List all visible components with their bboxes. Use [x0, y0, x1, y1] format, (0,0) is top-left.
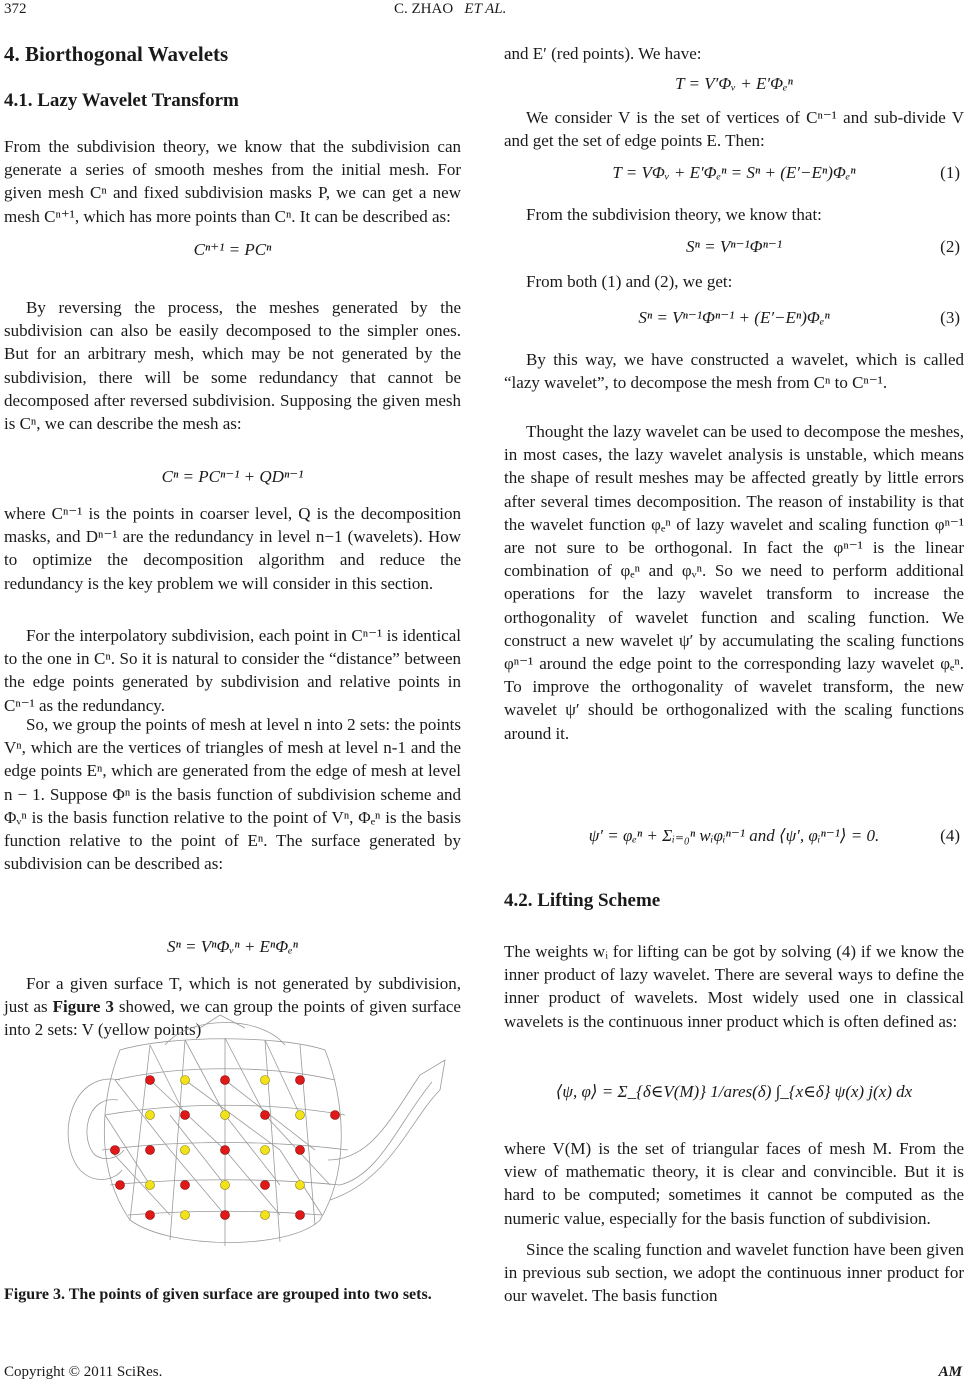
paragraph: From the subdivision theory, we know that:: [526, 205, 822, 224]
subsection-title-lifting: 4.2. Lifting Scheme: [504, 890, 661, 911]
equation: Cⁿ = PCⁿ⁻¹ + QDⁿ⁻¹: [161, 467, 304, 486]
equation-number: (3): [940, 308, 960, 327]
paragraph: So, we group the points of mesh at level n into 2 sets: the points Vⁿ, which are the vertices of triangles of mesh at level n-1 and the edge points Eⁿ, which are generated from the edge of mesh at level n − 1. Suppose Φⁿ is the basis function of subdivision scheme and Φᵥⁿ is the basis function relative to the point of Vⁿ, Φₑⁿ is the basis function relative to the point of Eⁿ. The surface generated by subdivision can be described as:: [4, 715, 461, 874]
paragraph: For a given surface T, which is not generated by subdivision, just as Figure 3 showed, we can group the points of given surface into 2 sets: V (yellow points): [4, 974, 461, 1040]
journal-abbrev: AM: [938, 1364, 962, 1380]
page-number: 372: [4, 1, 27, 17]
paragraph: The weights wᵢ for lifting can be got by solving (4) if we know the inner product of lazy wavelet. There are several ways to define the inner product of wavelets. Most widely used one in classical wavelets is the continuous inner product which is often defined as:: [504, 942, 964, 1031]
subsection-title-lazy: 4.1. Lazy Wavelet Transform: [4, 90, 239, 111]
running-title: C. ZHAO ET AL.: [394, 1, 507, 17]
equation-2: Sⁿ = Vⁿ⁻¹Φⁿ⁻¹ (2): [686, 237, 960, 256]
equation: Cⁿ⁺¹ = PCⁿ: [193, 240, 272, 259]
equation-3: Sⁿ = Vⁿ⁻¹Φⁿ⁻¹ + (E′−Eⁿ)Φₑⁿ (3): [638, 308, 960, 327]
paragraph: and E′ (red points). We have:: [504, 44, 702, 63]
paragraph: where V(M) is the set of triangular faces of mesh M. From the view of mathematic theory, it is clear and convincible. But it is hard to be computed; sometimes it cannot be computed as the numeric value, especially for the basis function of subdivision.: [504, 1139, 964, 1228]
paragraph: From the subdivision theory, we know that the subdivision can generate a series of smooth meshes from the initial mesh. For given mesh Cⁿ and fixed subdivision masks P, we can get a new mesh Cⁿ⁺¹, which has more points than Cⁿ. It can be described as:: [4, 137, 461, 226]
equation-number: (2): [940, 237, 960, 256]
paragraph: From both (1) and (2), we get:: [526, 272, 733, 291]
paragraph: We consider V is the set of vertices of Cⁿ⁻¹ and sub-divide V and get the set of edge points E. Then:: [504, 108, 964, 151]
equation: Sⁿ = VⁿΦᵥⁿ + EⁿΦₑⁿ: [166, 937, 299, 956]
mesh-wireframe: [68, 1015, 445, 1246]
page-header: [0, 0, 968, 24]
paragraph: For the interpolatory subdivision, each point in Cⁿ⁻¹ is identical to the one in Cⁿ. So it is natural to consider the “distance” between the edge points generated by subdivision and relative points in Cⁿ⁻¹ as the redundancy.: [4, 626, 461, 715]
figure-caption: Figure 3. The points of given surface are grouped into two sets.: [4, 1286, 432, 1303]
equation: T = V′Φᵥ + E′Φₑⁿ: [675, 74, 793, 93]
paragraph: where Cⁿ⁻¹ is the points in coarser level, Q is the decomposition masks, and Dⁿ⁻¹ are the redundancy in level n−1 (wavelets). How to optimize the decomposition algorithm and reduce the redundancy is the key problem we will consider in this section.: [4, 504, 461, 593]
equation-4: ψ′ = φₑⁿ + Σᵢ₌₀ⁿ wᵢφᵢⁿ⁻¹ and ⟨ψ′, φᵢⁿ⁻¹⟩ = 0. (4): [588, 826, 960, 845]
equation-number: (4): [940, 826, 960, 845]
section-title: 4. Biorthogonal Wavelets: [4, 42, 229, 66]
paragraph: Since the scaling function and wavelet function have been given in previous sub section, we adopt the continuous inner product for our wavelet. The basis function: [504, 1240, 964, 1306]
equation-number: (1): [940, 163, 960, 182]
figure-reference: Figure 3: [52, 997, 114, 1017]
paragraph: By reversing the process, the meshes generated by the subdivision can also be easily decomposed to the simpler ones. But for an arbitrary mesh, which may be not generated by the subdivision, there will be some redundancy that cannot be decomposed after reversed subdivision. Supposing the given mesh is Cⁿ, we can describe the mesh as:: [4, 298, 461, 434]
copyright-notice: Copyright © 2011 SciRes.: [4, 1364, 163, 1380]
paragraph: Thought the lazy wavelet can be used to decompose the meshes, in most cases, the lazy wavelet analysis is unstable, which means the shape of result meshes may be affected greatly by little errors after several times decomposition. The reason of instability is that the wavelet function φₑⁿ of lazy wavelet and scaling function φⁿ⁻¹ are not sure to be orthogonal. In fact the φⁿ⁻¹ is the linear combination of φₑⁿ and φᵥⁿ. So we need to perform additional operations for the lazy wavelet transform to increase the orthogonality of wavelet function and scaling function. We construct a new wavelet ψ′ by accumulating the scaling functions φⁿ⁻¹ around the edge point to the corresponding lazy wavelet φₑⁿ. To improve the orthogonality of wavelet transform, the new wavelet ψ′ should be orthogonalized with the scaling functions around it.: [504, 422, 964, 743]
equation-1: T = VΦᵥ + E′Φₑⁿ = Sⁿ + (E′−Eⁿ)Φₑⁿ (1): [612, 163, 960, 182]
equation-inner-product: ⟨ψ, φ⟩ = Σ_{δ∈V(M)} 1/ares(δ) ∫_{x∈δ} ψ(x) j(x) dx: [555, 1082, 913, 1101]
paragraph: By this way, we have constructed a wavelet, which is called “lazy wavelet”, to decompose the mesh from Cⁿ to Cⁿ⁻¹.: [504, 350, 964, 393]
teapot-mesh-figure: [60, 1010, 460, 1270]
